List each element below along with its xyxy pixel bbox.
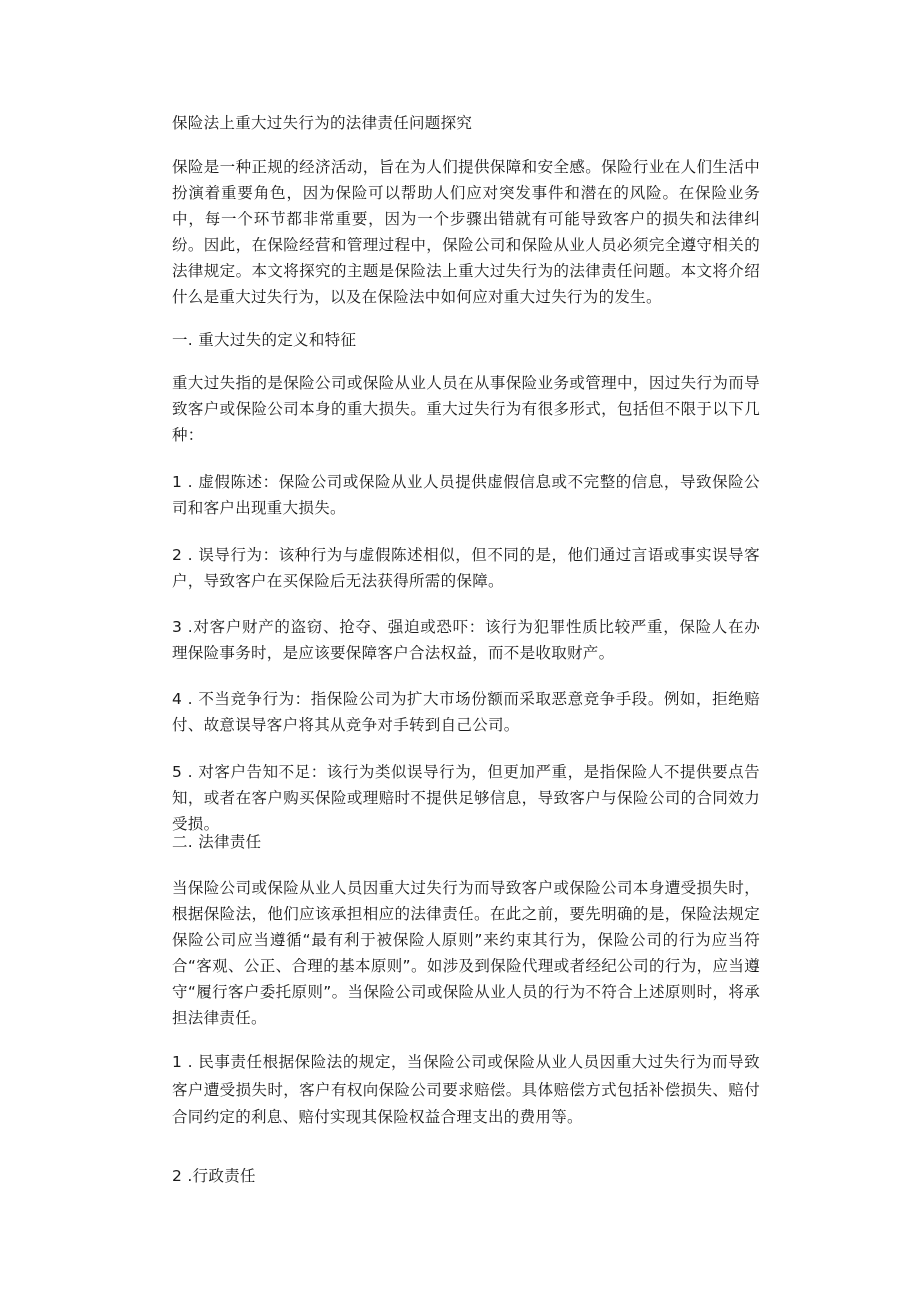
section1-item-4: 4 . 不当竞争行为：指保险公司为扩大市场份额而采取恶意竞争手段。例如，拒绝赔付、故意误导客户将其从竞争对手转到自己公司。 (172, 690, 760, 734)
document-title: 保险法上重大过失行为的法律责任问题探究 (172, 114, 473, 132)
section2-item-2: 2 .行政责任 (172, 1167, 256, 1185)
section1-item-3: 3 .对客户财产的盗窃、抢夺、强迫或恐吓：该行为犯罪性质比较严重，保险人在办理保险事务时，是应该要保障客户合法权益，而不是收取财产。 (172, 618, 760, 662)
intro-paragraph: 保险是一种正规的经济活动，旨在为人们提供保障和安全感。保险行业在人们生活中扮演着重要角色，因为保险可以帮助人们应对突发事件和潜在的风险。在保险业务中，每一个环节都非常重要，因为一个步骤出错就有可能导致客户的损失和法律纠纷。因此，在保险经营和管理过程中，保险公司和保险从业人员必须完全遵守相关的法律规定。本文将探究的主题是保险法上重大过失行为的法律责任问题。本文将介绍什么是重大过失行为，以及在保险法中如何应对重大过失行为的发生。 (172, 158, 760, 306)
section2-intro-paragraph: 当保险公司或保险从业人员因重大过失行为而导致客户或保险公司本身遭受损失时，根据保险法，他们应该承担相应的法律责任。在此之前，要先明确的是，保险法规定保险公司应当遵循“最有利于被保险人原则”来约束其行为，保险公司的行为应当符合“客观、公正、合理的基本原则”。如涉及到保险代理或者经纪公司的行为，应当遵守“履行客户委托原则”。当保险公司或保险从业人员的行为不符合上述原则时，将承担法律责任。 (172, 879, 760, 1027)
section1-intro-paragraph: 重大过失指的是保险公司或保险从业人员在从事保险业务或管理中，因过失行为而导致客户或保险公司本身的重大损失。重大过失行为有很多形式，包括但不限于以下几种： (172, 374, 760, 444)
section2-heading: 二. 法律责任 (172, 833, 262, 851)
section1-item-2: 2 . 误导行为：该种行为与虚假陈述相似，但不同的是，他们通过言语或事实误导客户，导致客户在买保险后无法获得所需的保障。 (172, 546, 760, 590)
section1-item-1: 1 . 虚假陈述：保险公司或保险从业人员提供虚假信息或不完整的信息，导致保险公司和客户出现重大损失。 (172, 473, 760, 517)
section1-heading: 一. 重大过失的定义和特征 (172, 331, 357, 349)
section1-item-5: 5 . 对客户告知不足：该行为类似误导行为，但更加严重，是指保险人不提供要点告知，或者在客户购买保险或理赔时不提供足够信息，导致客户与保险公司的合同效力受损。 (172, 763, 760, 833)
section2-item-1: 1 . 民事责任根据保险法的规定，当保险公司或保险从业人员因重大过失行为而导致客户遭受损失时，客户有权向保险公司要求赔偿。具体赔偿方式包括补偿损失、赔付合同约定的利息、赔付实现其保险权益合理支出的费用等。 (172, 1053, 760, 1126)
